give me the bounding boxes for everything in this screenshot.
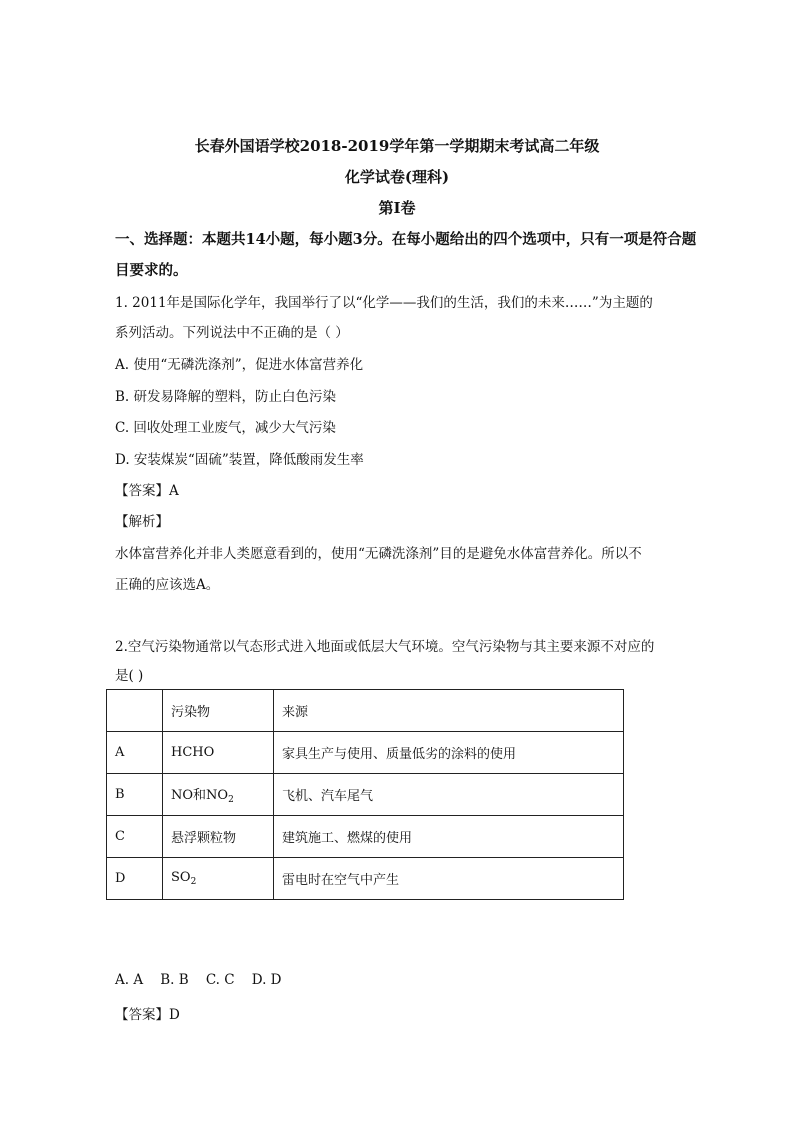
table-header-row — [107, 690, 624, 732]
row-label: C — [107, 816, 163, 858]
table-header-cell: 来源 — [274, 690, 624, 732]
source-cell: 飞机、汽车尾气 — [274, 774, 624, 816]
pollutant-text: 悬浮颗粒物 — [171, 831, 237, 846]
pollutant-cell — [163, 816, 274, 858]
q1-stem-line1: 1. 2011年是国际化学年，我国举行了以“化学——我们的生活，我们的未来……”为主题的 — [115, 295, 653, 311]
q2-choices: A. A B. B C. C D. D — [115, 972, 282, 988]
source-cell: 建筑施工、燃煤的使用 — [274, 816, 624, 858]
q1-analysis-line1: 水体富营养化并非人类愿意看到的，使用“无磷洗涤剂”目的是避免水体富营养化。所以不 — [115, 546, 642, 562]
q1-option-a: A. 使用“无磷洗涤剂”，促进水体富营养化 — [115, 357, 364, 373]
pollutant-cell — [163, 858, 274, 900]
table-row — [107, 774, 624, 816]
row-label: B — [107, 774, 163, 816]
q1-stem-line2: 系列活动。下列说法中不正确的是（ ） — [115, 325, 349, 341]
table-header-cell — [107, 690, 163, 732]
volume-label: 第Ⅰ卷 — [378, 199, 416, 217]
q2-stem-line1: 2.空气污染物通常以气态形式进入地面或低层大气环境。空气污染物与其主要来源不对应的 — [115, 639, 655, 655]
section-instruction-line2: 目要求的。 — [115, 262, 188, 279]
pollutant-cell — [163, 732, 274, 774]
exam-title: 长春外国语学校2018-2019学年第一学期期末考试高二年级 — [194, 137, 600, 155]
q1-answer: 【答案】A — [115, 483, 179, 499]
table-row — [107, 732, 624, 774]
q1-analysis-line2: 正确的应该选A。 — [115, 577, 220, 593]
q1-analysis-label: 【解析】 — [115, 514, 169, 530]
table-header-cell: 污染物 — [163, 690, 274, 732]
source-cell: 家具生产与使用、质量低劣的涂料的使用 — [274, 732, 624, 774]
source-cell: 雷电时在空气中产生 — [274, 858, 624, 900]
exam-subtitle: 化学试卷(理科) — [344, 168, 450, 186]
q1-option-d: D. 安装煤炭“固硫”装置，降低酸雨发生率 — [115, 452, 364, 468]
table-row — [107, 858, 624, 900]
pollutant-subscript: 2 — [228, 795, 234, 805]
pollutant-subscript: 2 — [190, 877, 197, 887]
row-label: A — [107, 732, 163, 774]
pollutant-cell — [163, 774, 274, 816]
row-label: D — [107, 858, 163, 900]
q2-answer: 【答案】D — [115, 1007, 180, 1023]
q1-option-c: C. 回收处理工业废气，减少大气污染 — [115, 420, 336, 436]
section-instruction-line1: 一、选择题：本题共14小题，每小题3分。在每小题给出的四个选项中，只有一项是符合题 — [115, 231, 697, 248]
pollutant-text: SO — [171, 870, 191, 885]
pollutant-text: HCHO — [171, 745, 215, 760]
pollutant-text: NO和NO — [171, 788, 229, 803]
pollution-table — [106, 689, 624, 900]
table-row — [107, 816, 624, 858]
q1-option-b: B. 研发易降解的塑料，防止白色污染 — [115, 389, 337, 405]
q2-stem-line2: 是( ) — [115, 668, 144, 684]
